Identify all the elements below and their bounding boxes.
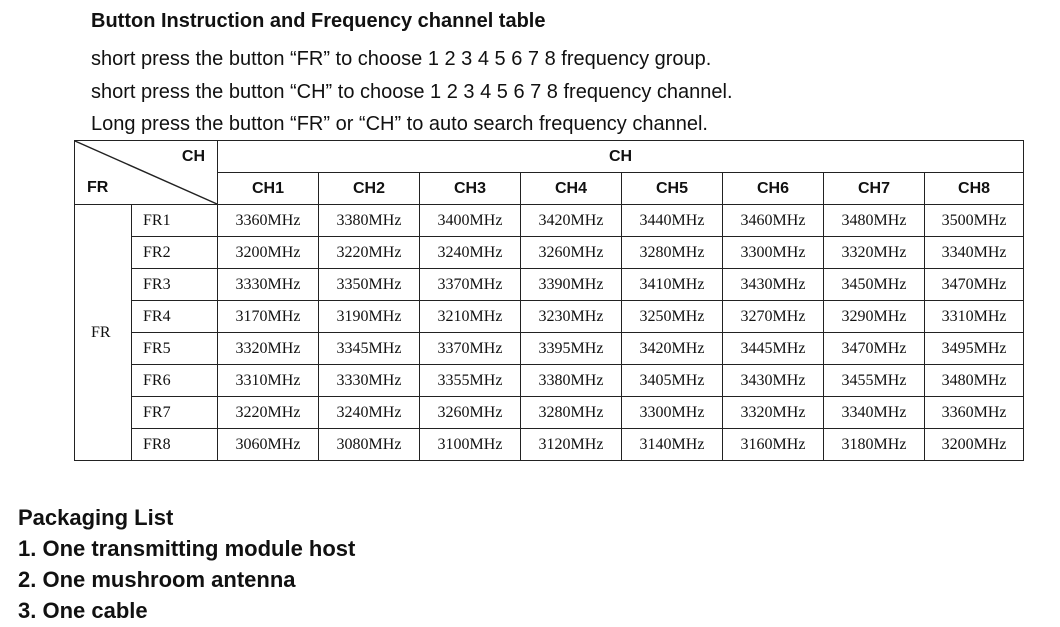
table-row [75,365,1024,397]
row-label: FR4 [132,301,218,333]
packaging-list-item: 3. One cable [18,598,148,623]
instructions-title: Button Instruction and Frequency channel table [91,10,546,32]
column-header-ch4: CH4 [521,173,622,205]
column-header-ch7: CH7 [824,173,925,205]
table-corner-cell [75,141,218,205]
frequency-cell: 3420MHz [521,205,622,237]
frequency-cell: 3140MHz [622,429,723,461]
table-row [75,333,1024,365]
corner-fr-label: FR [87,179,109,196]
table-row [75,205,1024,237]
frequency-cell: 3480MHz [925,365,1024,397]
frequency-cell: 3320MHz [723,397,824,429]
frequency-cell: 3310MHz [218,365,319,397]
frequency-cell: 3080MHz [319,429,420,461]
frequency-cell: 3440MHz [622,205,723,237]
frequency-cell: 3345MHz [319,333,420,365]
frequency-cell: 3320MHz [824,237,925,269]
frequency-cell: 3480MHz [824,205,925,237]
frequency-cell: 3220MHz [319,237,420,269]
frequency-cell: 3360MHz [925,397,1024,429]
frequency-cell: 3280MHz [521,397,622,429]
frequency-cell: 3330MHz [319,365,420,397]
frequency-cell: 3330MHz [218,269,319,301]
fr-group-label: FR [75,205,132,461]
frequency-cell: 3495MHz [925,333,1024,365]
frequency-cell: 3180MHz [824,429,925,461]
corner-ch-label: CH [181,148,205,165]
frequency-cell: 3160MHz [723,429,824,461]
frequency-cell: 3200MHz [218,237,319,269]
frequency-cell: 3370MHz [420,269,521,301]
frequency-cell: 3470MHz [925,269,1024,301]
frequency-cell: 3410MHz [622,269,723,301]
table-row [75,237,1024,269]
frequency-cell: 3100MHz [420,429,521,461]
frequency-cell: 3380MHz [319,205,420,237]
instruction-line: short press the button “CH” to choose 1 2 3 4 5 6 7 8 frequency channel. [91,81,733,103]
frequency-cell: 3470MHz [824,333,925,365]
instruction-line: short press the button “FR” to choose 1 2 3 4 5 6 7 8 frequency group. [91,48,712,70]
frequency-cell: 3260MHz [420,397,521,429]
column-header-ch1: CH1 [218,173,319,205]
column-header-ch6: CH6 [723,173,824,205]
frequency-cell: 3500MHz [925,205,1024,237]
frequency-cell: 3445MHz [723,333,824,365]
frequency-cell: 3460MHz [723,205,824,237]
frequency-cell: 3190MHz [319,301,420,333]
frequency-cell: 3230MHz [521,301,622,333]
frequency-cell: 3355MHz [420,365,521,397]
frequency-cell: 3370MHz [420,333,521,365]
frequency-cell: 3400MHz [420,205,521,237]
frequency-cell: 3340MHz [824,397,925,429]
frequency-cell: 3290MHz [824,301,925,333]
frequency-cell: 3430MHz [723,269,824,301]
row-label: FR7 [132,397,218,429]
frequency-cell: 3350MHz [319,269,420,301]
column-header-ch8: CH8 [925,173,1024,205]
row-label: FR8 [132,429,218,461]
frequency-cell: 3340MHz [925,237,1024,269]
instruction-line: Long press the button “FR” or “CH” to auto search frequency channel. [91,113,708,135]
column-header-ch2: CH2 [319,173,420,205]
row-label: FR6 [132,365,218,397]
frequency-cell: 3450MHz [824,269,925,301]
frequency-cell: 3170MHz [218,301,319,333]
frequency-cell: 3405MHz [622,365,723,397]
frequency-cell: 3300MHz [723,237,824,269]
table-row [75,301,1024,333]
packaging-list-title: Packaging List [18,505,174,530]
frequency-cell: 3380MHz [521,365,622,397]
table-row [75,429,1024,461]
row-label: FR5 [132,333,218,365]
packaging-list-item: 2. One mushroom antenna [18,567,296,592]
row-label: FR2 [132,237,218,269]
frequency-cell: 3120MHz [521,429,622,461]
row-label: FR1 [132,205,218,237]
row-label: FR3 [132,269,218,301]
frequency-cell: 3390MHz [521,269,622,301]
table-header-row [75,141,1024,173]
frequency-cell: 3320MHz [218,333,319,365]
frequency-cell: 3060MHz [218,429,319,461]
frequency-cell: 3250MHz [622,301,723,333]
frequency-channel-table [74,140,1024,461]
frequency-cell: 3360MHz [218,205,319,237]
frequency-cell: 3270MHz [723,301,824,333]
frequency-cell: 3395MHz [521,333,622,365]
frequency-cell: 3240MHz [319,397,420,429]
frequency-cell: 3210MHz [420,301,521,333]
frequency-cell: 3420MHz [622,333,723,365]
frequency-cell: 3200MHz [925,429,1024,461]
frequency-cell: 3280MHz [622,237,723,269]
packaging-list-item: 1. One transmitting module host [18,536,356,561]
table-row [75,269,1024,301]
frequency-cell: 3300MHz [622,397,723,429]
frequency-cell: 3220MHz [218,397,319,429]
frequency-cell: 3260MHz [521,237,622,269]
frequency-cell: 3430MHz [723,365,824,397]
frequency-cell: 3240MHz [420,237,521,269]
column-header-ch5: CH5 [622,173,723,205]
table-row [75,397,1024,429]
ch-group-header: CH [218,141,1024,173]
column-header-ch3: CH3 [420,173,521,205]
frequency-cell: 3455MHz [824,365,925,397]
frequency-cell: 3310MHz [925,301,1024,333]
